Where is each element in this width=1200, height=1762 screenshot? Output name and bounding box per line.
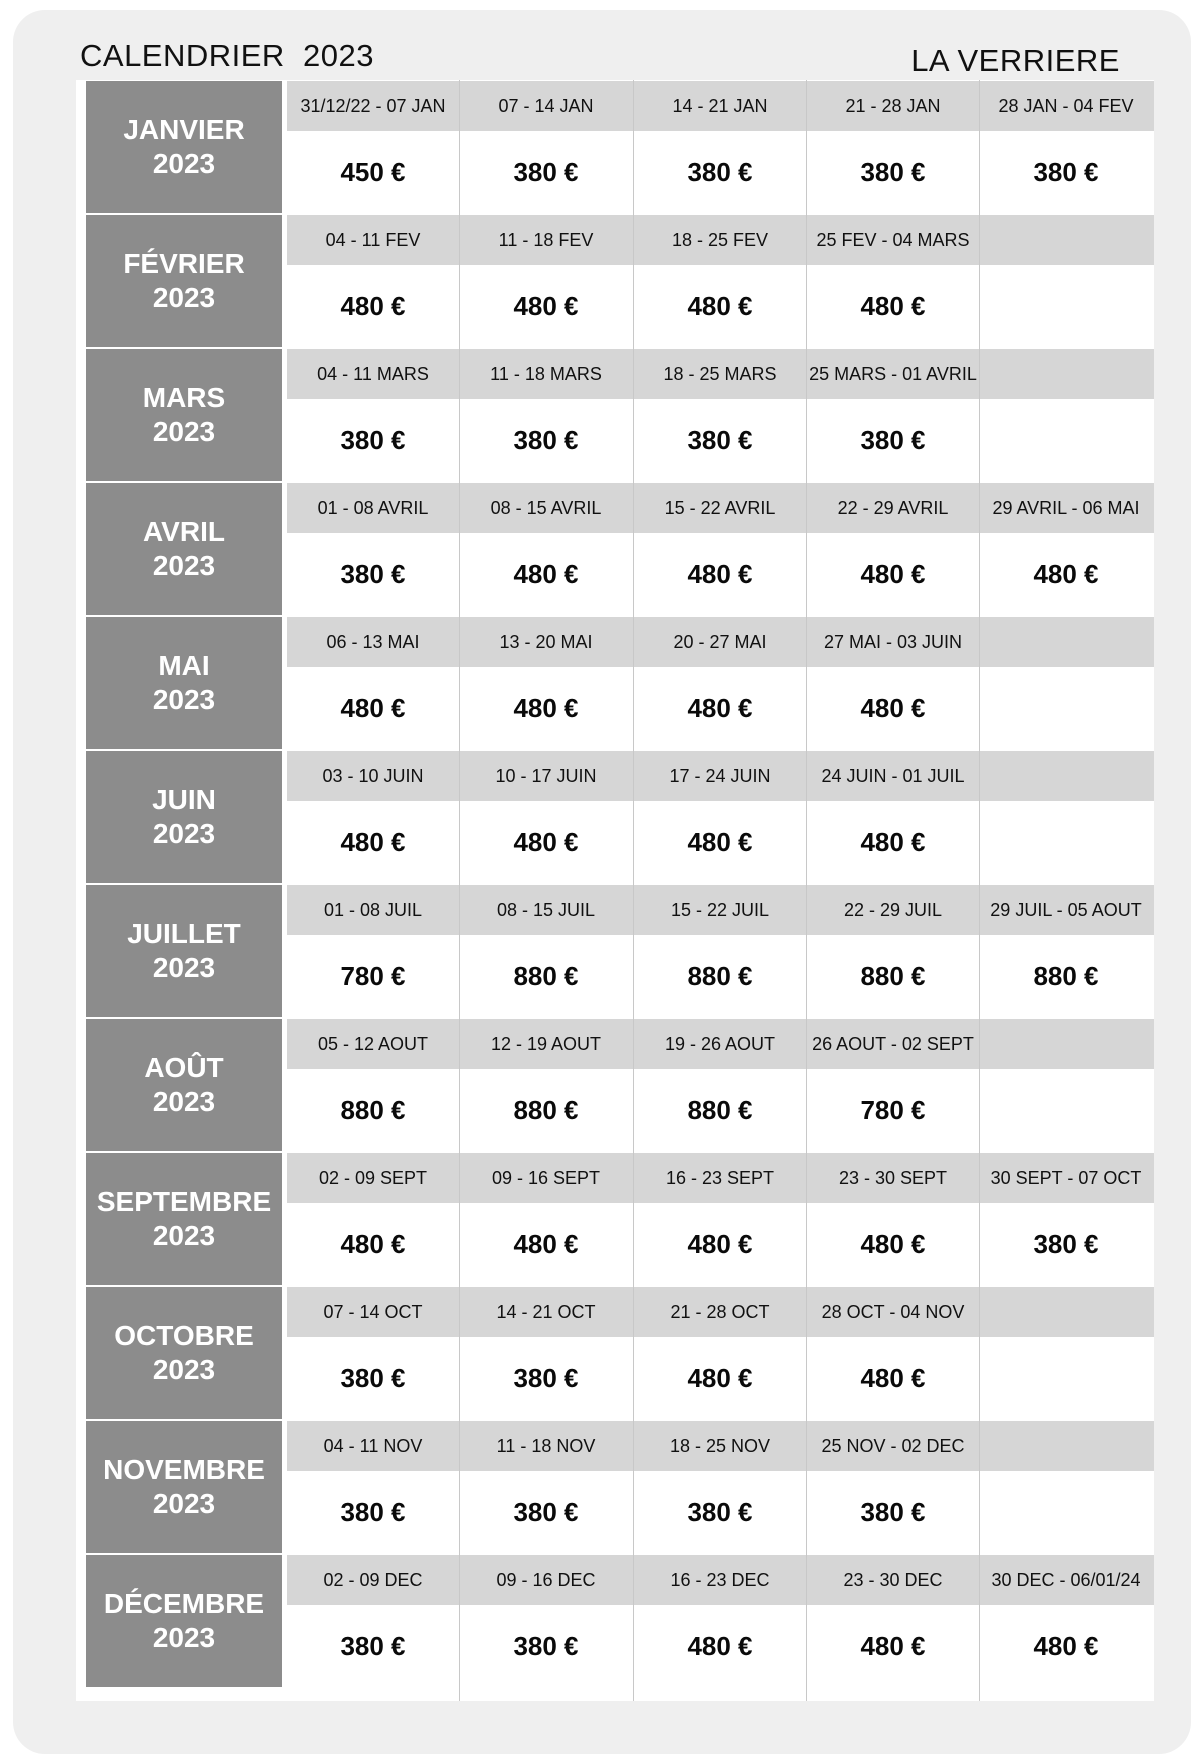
month-name: MARS [142,382,226,413]
week-price: 380 € [513,1630,579,1661]
week-price: 480 € [513,290,579,321]
week-price: 480 € [1033,1630,1099,1661]
week-price: 480 € [860,290,926,321]
month-label [86,1287,282,1419]
month-name: SEPTEMBRE [96,1186,272,1217]
month-year: 2023 [152,1622,216,1653]
week-dates: 29 AVRIL - 06 MAI [992,497,1140,518]
week-price: 480 € [860,826,926,857]
week-dates: 25 NOV - 02 DEC [821,1435,965,1456]
week-dates: 04 - 11 MARS [317,363,429,384]
week-price: 480 € [687,1630,753,1661]
week-price: 480 € [860,692,926,723]
week-price: 480 € [340,290,406,321]
week-price: 380 € [340,558,406,589]
month-name: JANVIER [123,114,245,145]
week-price: 380 € [687,1496,753,1527]
week-price: 880 € [687,1094,753,1125]
week-price: 480 € [687,692,753,723]
week-dates: 01 - 08 JUIL [323,899,423,920]
week-dates: 11 - 18 MARS [490,363,602,384]
week-dates: 28 OCT - 04 NOV [821,1301,965,1322]
week-dates: 23 - 30 DEC [843,1569,943,1590]
week-price: 480 € [1033,558,1099,589]
month-year: 2023 [152,1086,216,1117]
week-dates: 15 - 22 JUIL [670,899,770,920]
week-price: 780 € [860,1094,926,1125]
month-label [86,1153,282,1285]
week-price: 380 € [1033,156,1099,187]
week-price: 380 € [1033,1228,1099,1259]
week-price: 380 € [687,156,753,187]
month-label [86,885,282,1017]
price-grid [76,80,1154,1701]
week-dates: 07 - 14 OCT [323,1301,423,1322]
week-price: 880 € [513,960,579,991]
week-price: 480 € [860,1630,926,1661]
month-year: 2023 [152,282,216,313]
week-dates: 15 - 22 AVRIL [664,497,776,518]
week-price: 380 € [687,424,753,455]
week-dates: 17 - 24 JUIN [669,765,771,786]
column-divider [979,80,980,1701]
week-dates: 14 - 21 JAN [672,95,768,116]
week-dates: 02 - 09 DEC [323,1569,423,1590]
week-dates: 01 - 08 AVRIL [317,497,429,518]
month-year: 2023 [152,818,216,849]
week-dates: 04 - 11 NOV [323,1435,423,1456]
week-dates: 10 - 17 JUIN [495,765,597,786]
week-price: 780 € [340,960,406,991]
month-name: JUILLET [127,918,241,949]
month-name: NOVEMBRE [103,1454,265,1485]
week-price: 380 € [340,1630,406,1661]
week-price: 480 € [687,1228,753,1259]
week-price: 880 € [860,960,926,991]
week-dates: 11 - 18 FEV [498,229,594,250]
week-dates: 12 - 19 AOUT [490,1033,602,1054]
week-dates: 27 MAI - 03 JUIN [823,631,963,652]
week-dates: 31/12/22 - 07 JAN [300,95,446,116]
week-price: 380 € [513,156,579,187]
calendar-title: CALENDRIER 2023 [80,38,375,73]
week-dates: 09 - 16 SEPT [491,1167,601,1188]
week-price: 380 € [340,424,406,455]
month-year: 2023 [152,952,216,983]
week-price: 480 € [513,826,579,857]
week-dates: 02 - 09 SEPT [318,1167,428,1188]
week-price: 480 € [860,558,926,589]
week-price: 380 € [340,1362,406,1393]
column-divider [806,80,807,1701]
week-price: 880 € [340,1094,406,1125]
week-price: 380 € [860,1496,926,1527]
week-dates: 11 - 18 NOV [496,1435,596,1456]
week-price: 480 € [513,1228,579,1259]
week-price: 480 € [687,826,753,857]
month-label [86,215,282,347]
week-dates: 25 FEV - 04 MARS [816,229,970,250]
week-price: 480 € [687,290,753,321]
week-dates: 16 - 23 SEPT [665,1167,775,1188]
week-dates: 04 - 11 FEV [325,229,421,250]
month-label [86,1019,282,1151]
week-dates: 05 - 12 AOUT [317,1033,429,1054]
week-dates: 16 - 23 DEC [670,1569,770,1590]
column-divider [459,80,460,1701]
week-price: 480 € [860,1362,926,1393]
week-dates: 22 - 29 JUIL [843,899,943,920]
month-label [86,617,282,749]
week-dates: 25 MARS - 01 AVRIL [809,363,977,384]
week-dates: 19 - 26 AOUT [664,1033,776,1054]
month-label [86,751,282,883]
week-dates: 09 - 16 DEC [496,1569,596,1590]
week-price: 380 € [860,424,926,455]
week-price: 380 € [513,1496,579,1527]
calendar-sheet [13,10,1191,1754]
week-dates: 18 - 25 FEV [671,229,769,250]
week-price: 380 € [340,1496,406,1527]
month-year: 2023 [152,1354,216,1385]
month-name: JUIN [152,784,216,815]
week-dates: 30 SEPT - 07 OCT [990,1167,1142,1188]
month-label [86,483,282,615]
week-dates: 22 - 29 AVRIL [837,497,949,518]
week-price: 450 € [340,156,406,187]
week-dates: 18 - 25 NOV [669,1435,771,1456]
week-price: 380 € [513,1362,579,1393]
week-dates: 18 - 25 MARS [663,363,777,384]
week-price: 380 € [513,424,579,455]
month-label [86,1555,282,1687]
month-year: 2023 [152,684,216,715]
week-price: 880 € [1033,960,1099,991]
week-price: 880 € [513,1094,579,1125]
month-label [86,1421,282,1553]
week-dates: 24 JUIN - 01 JUIL [821,765,965,786]
week-dates: 23 - 30 SEPT [838,1167,948,1188]
month-name: MAI [158,650,210,681]
week-price: 480 € [340,826,406,857]
week-dates: 21 - 28 JAN [845,95,941,116]
week-dates: 20 - 27 MAI [673,631,767,652]
month-label [86,349,282,481]
week-dates: 28 JAN - 04 FEV [998,95,1134,116]
week-dates: 06 - 13 MAI [326,631,420,652]
week-price: 480 € [687,558,753,589]
week-dates: 03 - 10 JUIN [322,765,424,786]
month-name: DÉCEMBRE [103,1588,265,1619]
week-dates: 13 - 20 MAI [499,631,593,652]
month-name: FÉVRIER [123,248,245,279]
week-price: 880 € [687,960,753,991]
week-dates: 21 - 28 OCT [670,1301,770,1322]
week-price: 480 € [513,692,579,723]
month-year: 2023 [152,148,216,179]
column-divider [633,80,634,1701]
week-dates: 26 AOUT - 02 SEPT [812,1033,974,1054]
month-name: OCTOBRE [114,1320,254,1351]
week-price: 480 € [513,558,579,589]
month-name: AVRIL [143,516,225,547]
week-price: 480 € [860,1228,926,1259]
month-label [86,81,282,213]
week-price: 480 € [340,1228,406,1259]
week-dates: 08 - 15 JUIL [496,899,596,920]
month-year: 2023 [152,1488,216,1519]
month-year: 2023 [152,550,216,581]
week-dates: 08 - 15 AVRIL [490,497,602,518]
week-dates: 30 DEC - 06/01/24 [991,1569,1141,1590]
month-name: AOÛT [144,1052,224,1083]
week-dates: 07 - 14 JAN [498,95,594,116]
month-year: 2023 [152,1220,216,1251]
week-price: 480 € [340,692,406,723]
week-price: 480 € [687,1362,753,1393]
week-dates: 14 - 21 OCT [496,1301,596,1322]
location-name: LA VERRIERE [911,43,1120,78]
week-dates: 29 JUIL - 05 AOUT [990,899,1142,920]
month-year: 2023 [152,416,216,447]
week-price: 380 € [860,156,926,187]
